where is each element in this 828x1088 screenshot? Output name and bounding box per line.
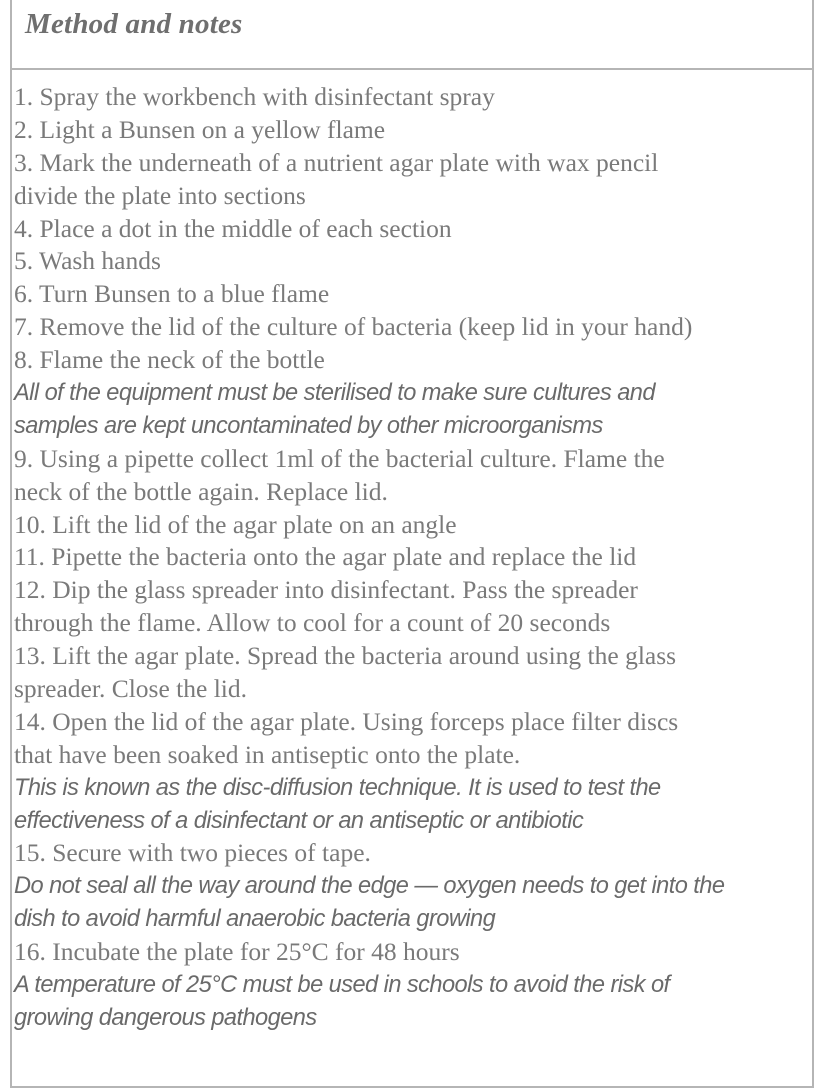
note-line: All of the equipment must be sterilised to make sure cultures and: [14, 380, 655, 407]
method-line: 4. Place a dot in the middle of each section: [14, 213, 452, 243]
method-line: through the flame. Allow to cool for a count of 20 seconds: [14, 608, 611, 638]
method-line: 10. Lift the lid of the agar plate on an angle: [14, 509, 457, 539]
note-line: growing dangerous pathogens: [14, 1004, 317, 1031]
method-line: 8. Flame the neck of the bottle: [14, 345, 325, 375]
method-line: divide the plate into sections: [14, 180, 306, 210]
method-line: 12. Dip the glass spreader into disinfectant. Pass the spreader: [14, 575, 638, 605]
method-line: 9. Using a pipette collect 1ml of the bacterial culture. Flame the: [14, 443, 665, 473]
method-line: 6. Turn Bunsen to a blue flame: [14, 279, 330, 309]
method-line: spreader. Close the lid.: [14, 674, 247, 704]
method-line: 7. Remove the lid of the culture of bacteria (keep lid in your hand): [14, 312, 693, 342]
method-line: 13. Lift the agar plate. Spread the bacteria around using the glass: [14, 641, 677, 671]
method-line: 16. Incubate the plate for 25°C for 48 hours: [14, 937, 460, 967]
note-line: samples are kept uncontaminated by other microorganisms: [14, 412, 603, 439]
method-line: 1. Spray the workbench with disinfectant spray: [14, 82, 495, 111]
method-line: 5. Wash hands: [14, 246, 161, 276]
note-line: dish to avoid harmful anaerobic bacteria growing: [14, 906, 496, 933]
page-title: Method and notes: [25, 8, 243, 40]
method-line: neck of the bottle again. Replace lid.: [14, 476, 388, 506]
method-line: 14. Open the lid of the agar plate. Using forceps place filter discs: [14, 706, 679, 736]
note-line: Do not seal all the way around the edge — oxygen needs to get into the: [14, 873, 725, 900]
method-line: 2. Light a Bunsen on a yellow flame: [14, 114, 386, 144]
note-line: A temperature of 25°C must be used in schools to avoid the risk of: [14, 972, 670, 999]
method-line: 11. Pipette the bacteria onto the agar plate and replace the lid: [14, 542, 637, 572]
note-line: effectiveness of a disinfectant or an antiseptic or antibiotic: [14, 807, 584, 834]
title-box: [12, 0, 812, 70]
method-line: 3. Mark the underneath of a nutrient agar plate with wax pencil: [14, 147, 659, 177]
method-line: 15. Secure with two pieces of tape.: [14, 838, 371, 868]
method-body: [14, 81, 799, 1035]
note-line: This is known as the disc-diffusion technique. It is used to test the: [14, 774, 661, 801]
method-line: that have been soaked in antiseptic onto the plate.: [14, 739, 521, 769]
